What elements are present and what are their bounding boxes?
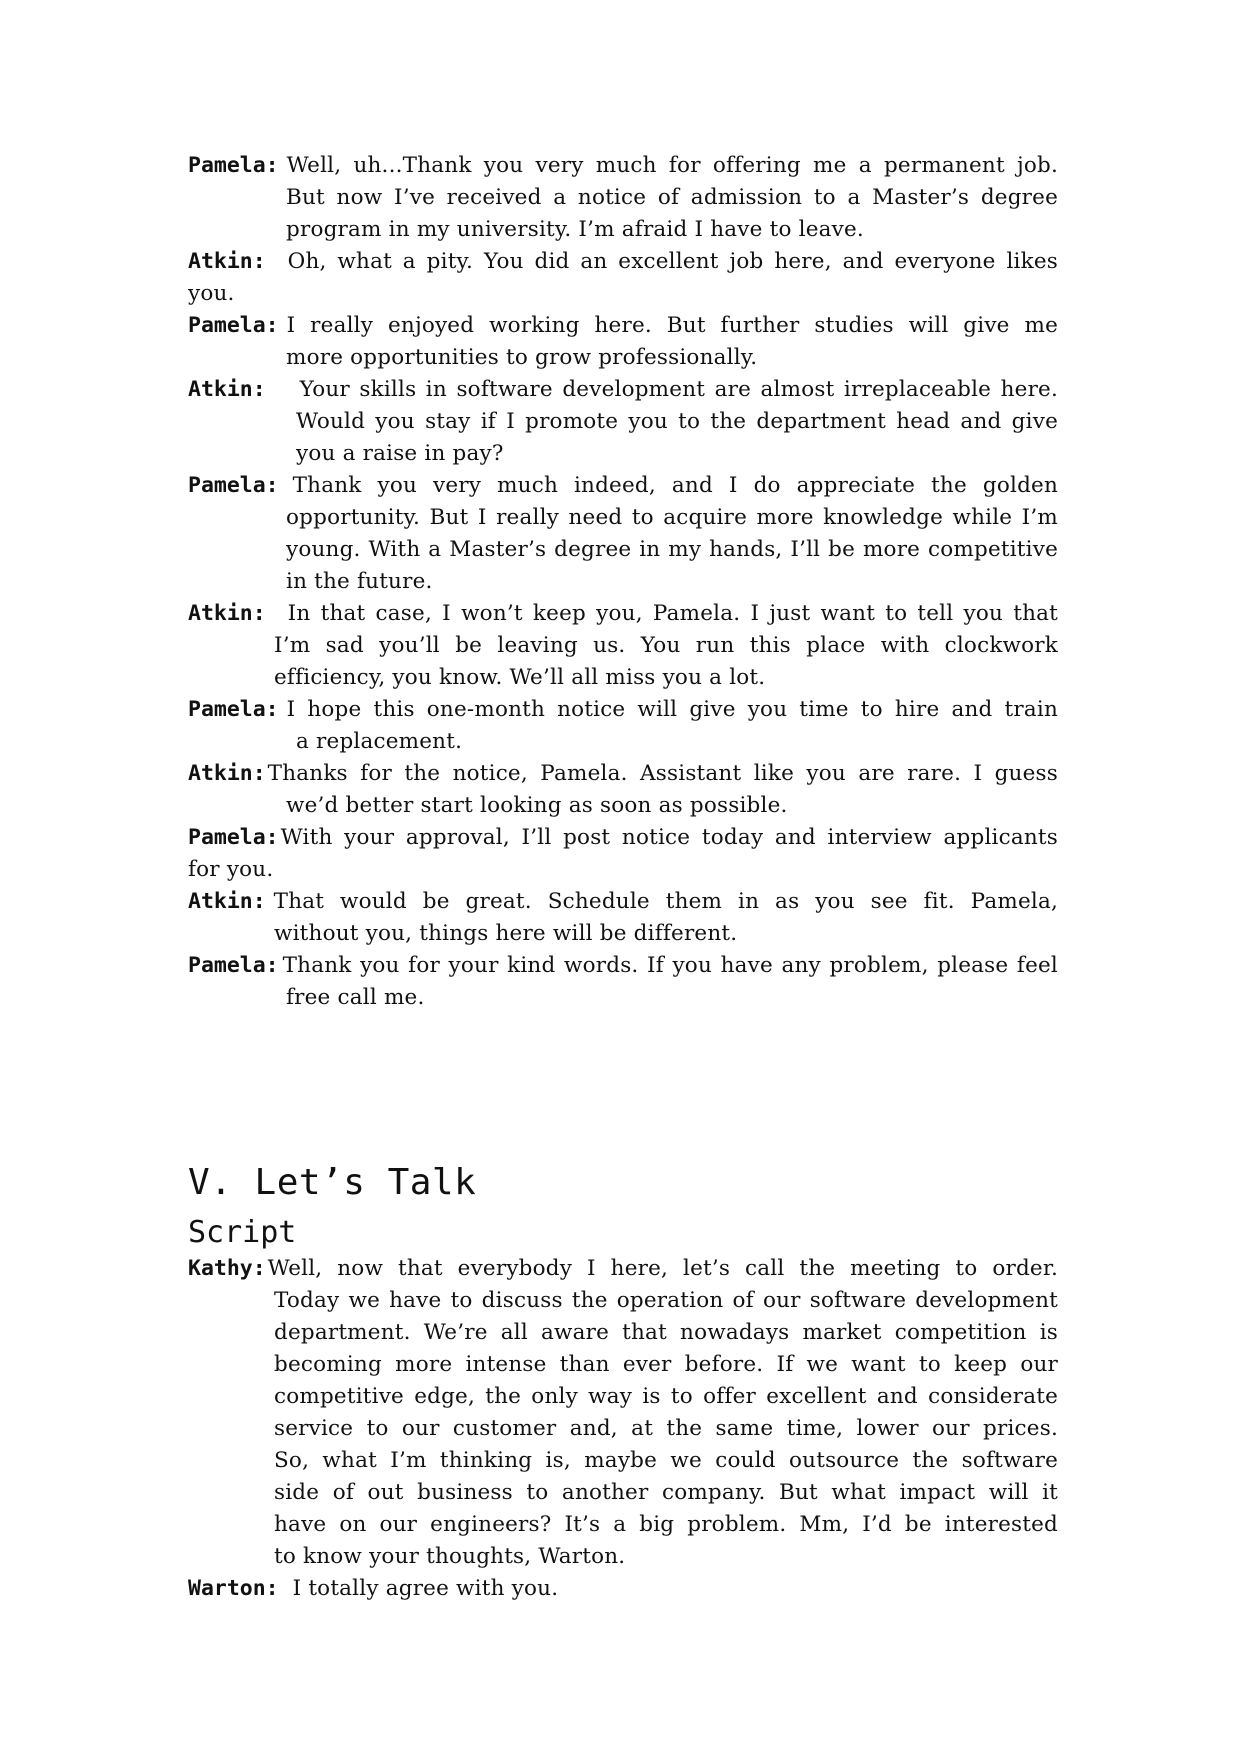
dialogue-text: becoming more intense than ever before. If we want to keep our [274,1352,1058,1377]
dialogue-line [286,982,1058,1014]
dialogue-text: I really enjoyed working here. But further studies will give me [286,313,1058,338]
speaker-name: Pamela: [188,697,279,722]
dialogue-line [286,342,1058,374]
dialogue-line [188,598,1058,630]
speaker-name: Pamela: [188,313,279,338]
dialogue-text: Would you stay if I promote you to the department head and give [296,409,1058,434]
dialogue-line [286,790,1058,822]
dialogue-line [188,1573,1058,1605]
dialogue-line [274,1317,1058,1349]
dialogue-text: have on our engineers? It’s a big problem. Mm, I’d be interested [274,1512,1058,1537]
dialogue-line [188,758,1058,790]
dialogue-line [296,406,1058,438]
dialogue-text: Oh, what a pity. You did an excellent job here, and everyone likes [287,249,1058,274]
dialogue-line [296,726,1058,758]
dialogue-line [274,1285,1058,1317]
dialogue-line [188,694,1058,726]
dialogue-line [274,1349,1058,1381]
dialogue-text: competitive edge, the only way is to offer excellent and considerate [274,1384,1058,1409]
dialogue-text: we’d better start looking as soon as possible. [286,793,788,818]
dialogue-line [188,950,1058,982]
speaker-name: Warton: [188,1576,279,1601]
dialogue-text: free call me. [286,985,425,1010]
dialogue-line [286,502,1058,534]
dialogue-text: young. With a Master’s degree in my hands, I’ll be more competitive [286,537,1058,562]
dialogue-line [188,886,1058,918]
dialogue-text: in the future. [286,569,433,594]
dialogue-text: In that case, I won’t keep you, Pamela. I just want to tell you that [287,601,1058,626]
dialogue-text: program in my university. I’m afraid I have to leave. [286,217,864,242]
dialogue-text: Well, now that everybody I here, let’s call the meeting to order. [267,1256,1058,1281]
dialogue-line [274,1541,1058,1573]
dialogue-text: service to our customer and, at the same time, lower our prices. [274,1416,1058,1441]
dialogue-line [188,470,1058,502]
dialogue-text: Thank you for your kind words. If you have any problem, please feel [282,953,1058,978]
dialogue-text: more opportunities to grow professionally. [286,345,758,370]
dialogue-text: Today we have to discuss the operation of our software development [274,1288,1058,1313]
dialogue-text: Thank you very much indeed, and I do appreciate the golden [292,473,1058,498]
dialogue-text: a replacement. [296,729,463,754]
dialogue-line [188,374,1058,406]
speaker-name: Kathy: [188,1256,266,1281]
dialogue-text: to know your thoughts, Warton. [274,1544,626,1569]
dialogue-text: efficiency, you know. We’ll all miss you a lot. [274,665,766,690]
speaker-name: Atkin: [188,889,266,914]
dialogue-line [296,438,1058,470]
dialogue-text: I totally agree with you. [292,1576,559,1601]
speaker-name: Pamela: [188,953,279,978]
dialogue-text: you a raise in pay? [296,441,504,466]
speaker-name: Atkin: [188,761,266,786]
section-subheading: Script [188,1215,297,1250]
speaker-name: Atkin: [188,249,266,274]
dialogue-text: Well, uh...Thank you very much for offering me a permanent job. [286,153,1058,178]
dialogue-line [274,630,1058,662]
dialogue-text: you. [188,281,235,306]
dialogue-line [286,566,1058,598]
dialogue-text: department. We’re all aware that nowadays market competition is [274,1320,1058,1345]
dialogue-text: That would be great. Schedule them in as you see fit. Pamela, [273,889,1058,914]
dialogue-text: I hope this one-month notice will give you time to hire and train [286,697,1058,722]
dialogue-line [286,214,1058,246]
dialogue-text: side of out business to another company. But what impact will it [274,1480,1058,1505]
speaker-name: Atkin: [188,377,266,402]
dialogue-line [188,310,1058,342]
dialogue-line [274,1445,1058,1477]
dialogue-line [188,150,1058,182]
dialogue-text: I’m sad you’ll be leaving us. You run this place with clockwork [274,633,1058,658]
dialogue-text: without you, things here will be different. [274,921,738,946]
dialogue-line [274,1413,1058,1445]
speaker-name: Pamela: [188,825,279,850]
speaker-name: Pamela: [188,473,279,498]
dialogue-text: opportunity. But I really need to acquire more knowledge while I’m [286,505,1058,530]
dialogue-line [188,822,1058,854]
dialogue-text: for you. [188,857,274,882]
dialogue-text: But now I’ve received a notice of admission to a Master’s degree [286,185,1058,210]
speaker-name: Atkin: [188,601,266,626]
dialogue-line [286,534,1058,566]
section-heading: V. Let’s Talk [188,1162,477,1203]
dialogue-line [274,1381,1058,1413]
dialogue-line [274,1477,1058,1509]
dialogue-line [188,246,1058,278]
dialogue-line [274,662,1058,694]
dialogue-line [188,278,1058,310]
dialogue-line [274,918,1058,950]
dialogue-text: So, what I’m thinking is, maybe we could outsource the software [274,1448,1058,1473]
speaker-name: Pamela: [188,153,279,178]
dialogue-text: Thanks for the notice, Pamela. Assistant like you are rare. I guess [267,761,1058,786]
dialogue-line [188,854,1058,886]
dialogue-text: With your approval, I’ll post notice today and interview applicants [280,825,1058,850]
dialogue-line [286,182,1058,214]
dialogue-line [274,1509,1058,1541]
dialogue-line [188,1253,1058,1285]
dialogue-text: Your skills in software development are almost irreplaceable here. [299,377,1058,402]
